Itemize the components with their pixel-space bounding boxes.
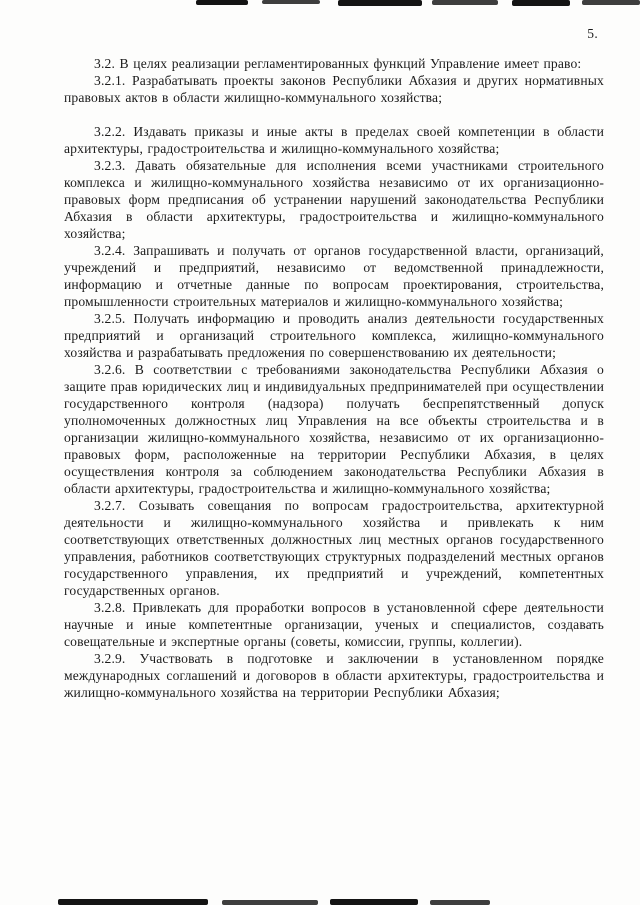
paragraph-3-2: 3.2. В целях реализации регламентированных функций Управление имеет право: [94,56,582,71]
paragraph-3-2-7: 3.2.7. Созывать совещания по вопросам градостроительства, архитектурной деятельности и жилищно-коммунального хозяйства и привлекать к ним соответствующих ответственных должностных лиц местных органов государственного управления, работников соответствующих структурных подразделений местных органов государственного управления, их предприятий и учреждений, компетентных государственных органов. [64,498,604,598]
paragraph-3-2-8: 3.2.8. Привлекать для проработки вопросов в установленной сфере деятельности научные и иные компетентные организации, ученых и специалистов, создавать совещательные и экспертные органы (советы, комиссии, группы, коллегии). [64,600,604,649]
paragraph-3-2-9: 3.2.9. Участвовать в подготовке и заключении в установленном порядке международных соглашений и договоров в области архитектуры, градостроительства и жилищно-коммунального хозяйства на территории Республики Абхазия; [64,651,604,700]
scan-artifact-bottom [430,900,490,905]
paragraph-3-2-4: 3.2.4. Запрашивать и получать от органов государственной власти, организаций, учреждений и предприятий, независимо от ведомственной принадлежности, информацию и отчетные данные по вопросам проектирования, строительства, промышленности строительных материалов и жилищно-коммунального хозяйства; [64,243,604,309]
scan-artifact-top [432,0,498,5]
scan-artifact-top [582,0,640,5]
paragraph-3-2-2: 3.2.2. Издавать приказы и иные акты в пределах своей компетенции в области архитектуры, градостроительства и жилищно-коммунального хозяйства; [64,124,604,156]
document-body [64,55,604,701]
scan-artifact-top [512,0,570,6]
scan-artifact-top [338,0,422,6]
scan-artifact-top [196,0,248,5]
paragraph-3-2-5: 3.2.5. Получать информацию и проводить анализ деятельности государственных предприятий и организаций строительного комплекса, жилищно-коммунального хозяйства и разрабатывать предложения по совершенствованию их деятельности; [64,311,604,360]
scan-artifact-bottom [330,899,418,905]
paragraph-3-2-3: 3.2.3. Давать обязательные для исполнения всеми участниками строительного комплекса и жилищно-коммунального хозяйства независимо от их организационно-правовых форм предписания об устранении нарушений законодательства Республики Абхазия в области архитектуры, градостроительства и жилищно-коммунального хозяйства; [64,158,604,241]
paragraph-3-2-1: 3.2.1. Разрабатывать проекты законов Республики Абхазия и других нормативных правовых актов в области жилищно-коммунального хозяйства; [64,73,604,105]
paragraph-3-2-6: 3.2.6. В соответствии с требованиями законодательства Республики Абхазия о защите прав юридических лиц и индивидуальных предпринимателей при осуществлении государственного контроля (надзора) получать беспрепятственный допуск уполномоченных должностных лиц Управления на все объекты строительства и в организации жилищно-коммунального хозяйства, независимо от их организационно-правовых форм, расположенные на территории Республики Абхазия, в целях осуществления контроля за соблюдением законодательства Республики Абхазия в области архитектуры, градостроительства и жилищно-коммунального хозяйства; [64,362,604,496]
scan-artifact-top [262,0,320,4]
scan-artifact-bottom [222,900,318,905]
page-number: 5. [587,26,598,41]
scan-artifact-bottom [58,899,208,905]
